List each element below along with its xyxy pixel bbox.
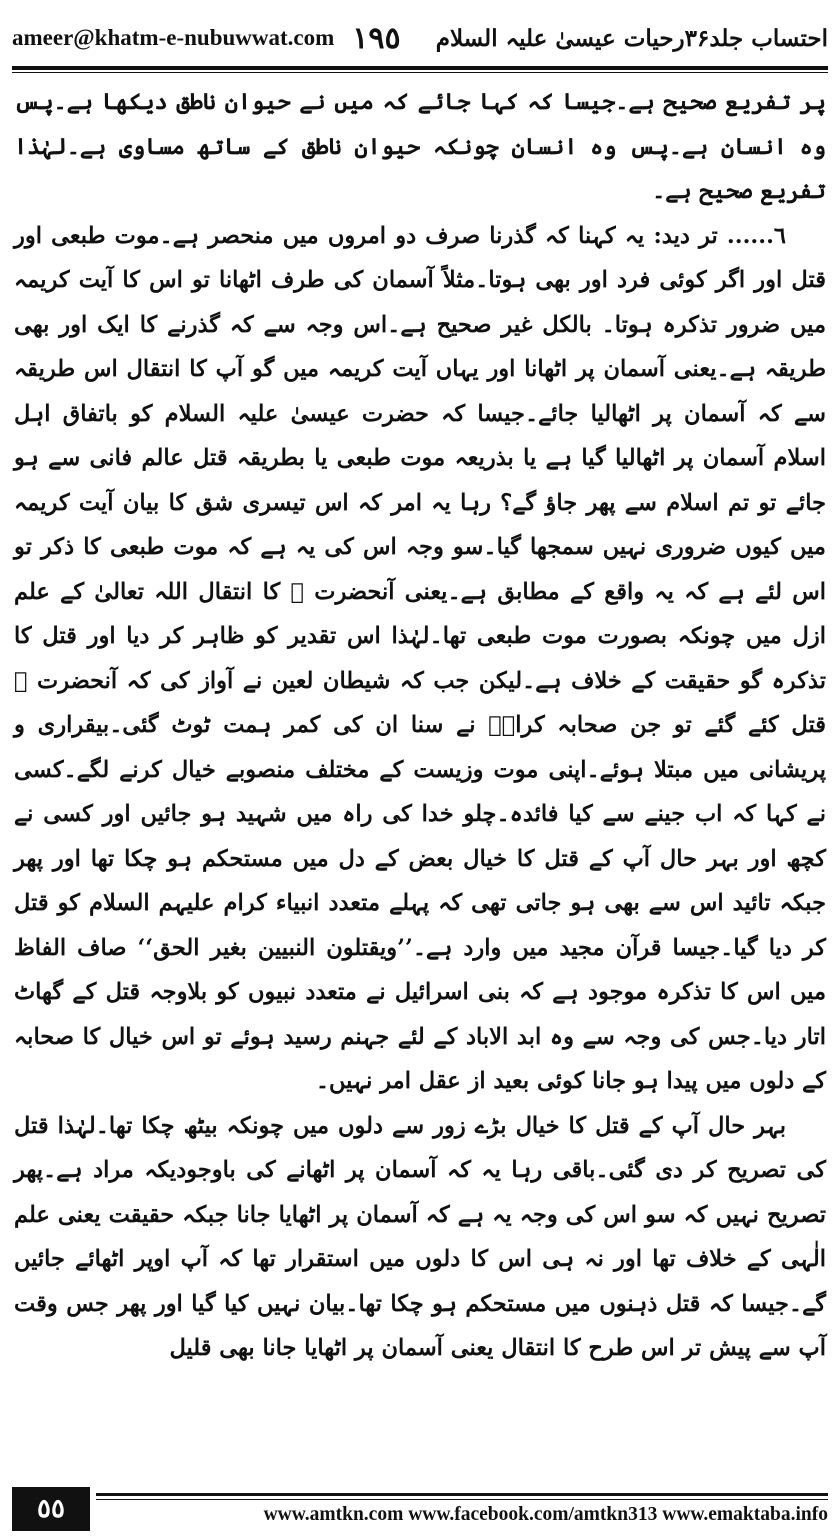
footer-lines [96, 1493, 828, 1526]
page-footer [12, 1484, 828, 1534]
paragraph-3: بہر حال آپ کے قتل کا خیال بڑے زور سے دلوں میں چونکہ بیٹھ چکا تھا۔لہٰذا قتل کی تصریح کر دی گئی۔باقی رہا یہ کہ آسمان پر اٹھانے کی باوجودیکہ مراد ہے۔پھر تصریح نہیں کہ سو اس کی وجہ یہ ہے کہ آسمان پر اٹھایا جانا جبکہ حقیقت یعنی علم الٰہی کے خلاف تھا اور نہ ہی اس کا دلوں میں استقرار تھا کہ آپ اوپر اٹھائے جائیں گے۔جیسا کہ قتل ذہنوں میں مستحکم ہو چکا تھا۔بیان نہیں کیا گیا اور پھر جس وقت آپ سے پیش تر اس طرح کا انتقال یعنی آسمان پر اٹھایا جانا بھی قلیل [14, 1112, 826, 1361]
section-number-box [12, 1487, 90, 1531]
header-rule-thick [12, 66, 828, 70]
header-rule-thin [12, 72, 828, 73]
footer-rule-thick [96, 1493, 828, 1496]
page-header [12, 10, 828, 66]
section-number: ٥٥ [37, 1494, 65, 1524]
footer-links: www.amtkn.com www.facebook.com/amtkn313 www.emaktaba.info [263, 1503, 828, 1525]
page-body [14, 80, 826, 1460]
page-number: ١٩٥ [352, 20, 401, 56]
header-left [12, 21, 401, 56]
header-email: ameer@khatm-e-nubuwwat.com [12, 25, 335, 50]
paragraph-2: ٦...... تر دید: یہ کہنا کہ گذرنا صرف دو امروں میں منحصر ہے۔موت طبعی اور قتل اور اگر کوئی فرد اور بھی ہوتا۔مثلاً آسمان کی طرف اٹھانا تو اس کا آیت کریمہ میں ضرور تذکرہ ہوتا۔ بالکل غیر صحیح ہے۔اس وجہ سے کہ گذرنے کا ایک اور بھی طریقہ ہے۔یعنی آسمان پر اٹھانا اور یہاں آیت کریمہ میں گو آپ کا انتقال اس طریقہ سے کہ آسمان پر اٹھالیا جائے۔جیسا کہ حضرت عیسیٰ علیہ السلام کو باتفاق اہل اسلام آسمان پر اٹھالیا گیا ہے یا بذریعہ موت طبعی یا بطریقہ قتل عالم فانی سے ہو جائے تو تم اسلام سے پھر جاؤ گے؟ رہا یہ امر کہ اس تیسری شق کا بیان آیت کریمہ میں کیوں ضروری نہیں سمجھا گیا۔سو وجہ اس کی یہ ہے کہ موت طبعی کا ذکر تو اس لئے ہے کہ یہ واقع کے مطابق ہے۔یعنی آنحضرت ﷺ کا انتقال اللہ تعالیٰ کے علم ازل میں چونکہ بصورت موت طبعی تھا۔لہٰذا اس تقدیر کو ظاہر کر دیا اور قتل کا تذکرہ گو حقیقت کے خلاف ہے۔لیکن جب کہ شیطان لعین نے آواز کی کہ آنحضرت ﷺ قتل کئے گئے تو جن صحابہ کرامؓ نے سنا ان کی کمر ہمت ٹوٹ گئی۔بیقراری و پریشانی میں مبتلا ہوئے۔اپنی موت وزیست کے مختلف منصوبے خیال کرنے لگے۔کسی نے کہا کہ اب جینے سے کیا فائدہ۔چلو خدا کی راہ میں شہید ہو جائیں اور کسی نے کچھ اور بہر حال آپ کے قتل کا خیال بعض کے دل میں مستحکم ہو چکا تھا اور پھر جبکہ تائید اس سے بھی ہو جاتی تھی کہ پہلے متعدد انبیاء کرام علیہم السلام کو قتل کر دیا گیا۔جیسا قرآن مجید میں وارد ہے۔’’ویقتلون النبیین بغیر الحق‘‘ صاف الفاظ میں اس کا تذکرہ موجود ہے کہ بنی اسرائیل نے متعدد نبیوں کو بلاوجہ قتل کے گھاٹ اتار دیا۔جس کی وجہ سے وہ ابد الاباد کے لئے جہنم رسید ہوئے تو اس خیال کا صحابہ کے دلوں میں پیدا ہو جانا کوئی بعید از عقل امر نہیں۔ [14, 222, 826, 1094]
footer-rule-thin [96, 1499, 828, 1500]
book-title: احتساب جلد۳۶رحیات عیسیٰ علیہ السلام [435, 24, 828, 52]
paragraph-1: پر تفریع صحیح ہے۔جیسا کہ کہا جائے کہ میں نے حیوان ناطق دیکھا ہے۔پس وہ انسان ہے۔پس وہ انسان چونکہ حیوان ناطق کے ساتھ مساوی ہے۔لہٰذا تفریع صحیح ہے۔ [14, 89, 826, 204]
